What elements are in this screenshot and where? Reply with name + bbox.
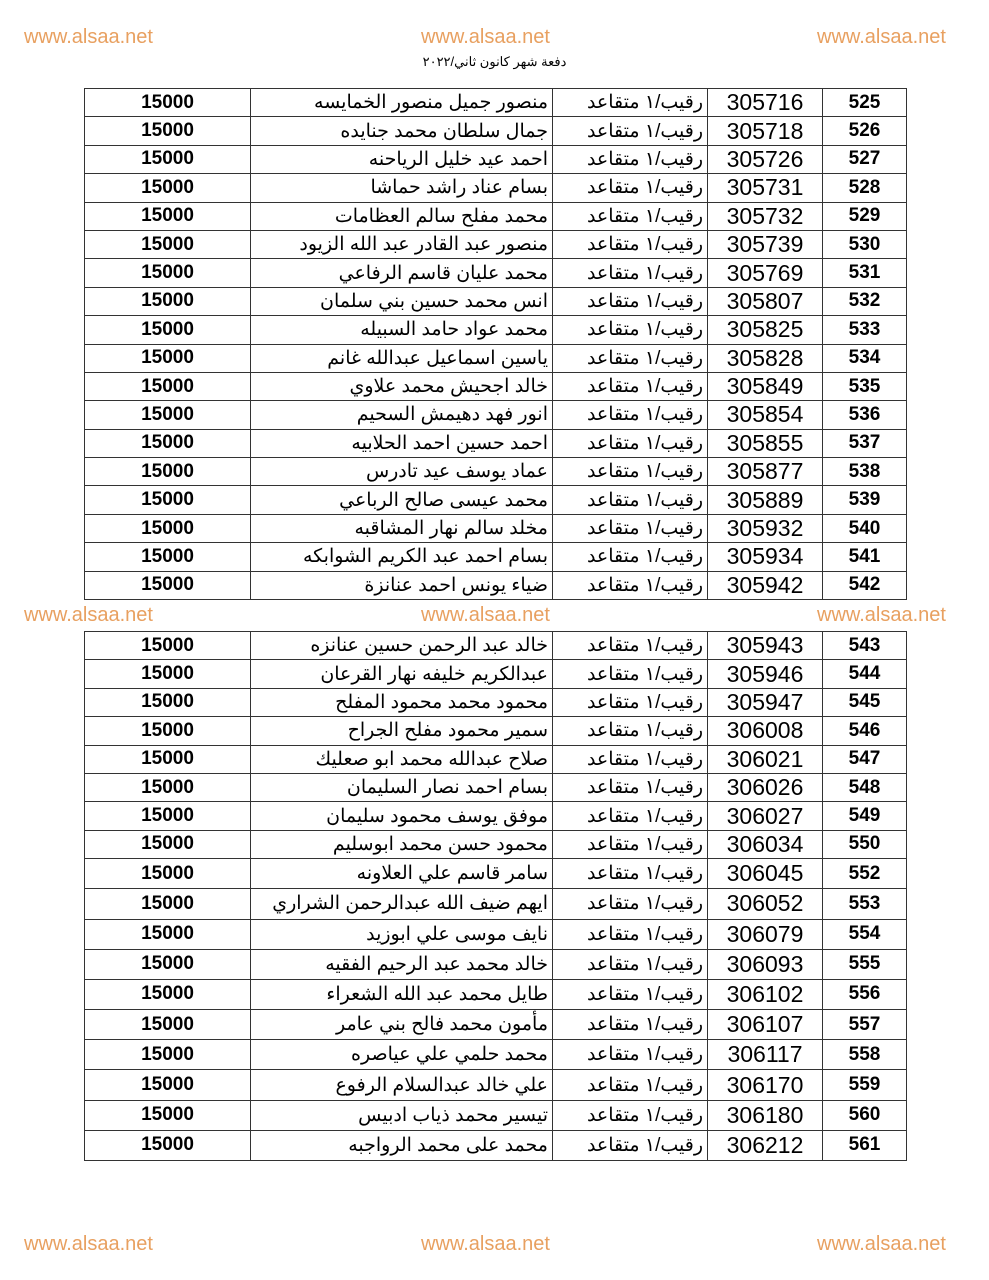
amount-cell: 15000 [85,259,251,287]
table-row [85,117,907,145]
table-row [85,89,907,117]
amount-cell: 15000 [85,174,251,202]
watermark: www.alsaa.net [24,1233,153,1255]
serial-cell: 525 [823,89,907,117]
id-cell: 305849 [708,372,823,400]
amount-cell: 15000 [85,89,251,117]
serial-cell: 530 [823,230,907,258]
serial-cell: 546 [823,717,907,745]
id-cell: 305947 [708,688,823,716]
amount-cell: 15000 [85,773,251,801]
amount-cell: 15000 [85,1070,251,1100]
amount-cell: 15000 [85,145,251,173]
table-row [85,429,907,457]
serial-cell: 539 [823,486,907,514]
name-cell: محمد عليان قاسم الرفاعي [251,259,553,287]
table-row [85,919,907,949]
rank-cell: رقيب/١ متقاعد [553,429,708,457]
id-cell: 306079 [708,919,823,949]
rank-cell: رقيب/١ متقاعد [553,344,708,372]
table-row [85,717,907,745]
name-cell: محمود حسن محمد ابوسليم [251,830,553,858]
table-row [85,1130,907,1160]
table-row [85,543,907,571]
amount-cell: 15000 [85,117,251,145]
name-cell: محمد حلمي علي عياصره [251,1040,553,1070]
table-row [85,660,907,688]
serial-cell: 556 [823,979,907,1009]
serial-cell: 541 [823,543,907,571]
rank-cell: رقيب/١ متقاعد [553,372,708,400]
amount-cell: 15000 [85,514,251,542]
table-row [85,979,907,1009]
id-cell: 305825 [708,316,823,344]
subtitle-text: دفعة شهر كانون ثاني/٢٠٢٢ [422,54,567,69]
amount-cell: 15000 [85,830,251,858]
serial-cell: 547 [823,745,907,773]
name-cell: سمير محمود مفلح الجراح [251,717,553,745]
rank-cell: رقيب/١ متقاعد [553,316,708,344]
payment-table-continued [84,631,907,1161]
id-cell: 305889 [708,486,823,514]
serial-cell: 540 [823,514,907,542]
table-row [85,514,907,542]
id-cell: 306027 [708,802,823,830]
table-row [85,486,907,514]
id-cell: 306102 [708,979,823,1009]
table-row [85,632,907,660]
name-cell: عماد يوسف عيد تادرس [251,458,553,486]
serial-cell: 527 [823,145,907,173]
amount-cell: 15000 [85,429,251,457]
name-cell: محمد مفلح سالم العظامات [251,202,553,230]
amount-cell: 15000 [85,344,251,372]
rank-cell: رقيب/١ متقاعد [553,949,708,979]
id-cell: 305716 [708,89,823,117]
serial-cell: 559 [823,1070,907,1100]
name-cell: سامر قاسم علي العلاونه [251,859,553,889]
serial-cell: 528 [823,174,907,202]
amount-cell: 15000 [85,486,251,514]
amount-cell: 15000 [85,949,251,979]
rank-cell: رقيب/١ متقاعد [553,1040,708,1070]
amount-cell: 15000 [85,802,251,830]
name-cell: بسام احمد عبد الكريم الشوابكه [251,543,553,571]
rank-cell: رقيب/١ متقاعد [553,202,708,230]
serial-cell: 533 [823,316,907,344]
serial-cell: 538 [823,458,907,486]
amount-cell: 15000 [85,1040,251,1070]
id-cell: 305934 [708,543,823,571]
name-cell: جمال سلطان محمد جنايده [251,117,553,145]
id-cell: 305932 [708,514,823,542]
serial-cell: 535 [823,372,907,400]
id-cell: 306170 [708,1070,823,1100]
rank-cell: رقيب/١ متقاعد [553,859,708,889]
table-row [85,688,907,716]
amount-cell: 15000 [85,571,251,599]
id-cell: 306052 [708,889,823,919]
table-row [85,1040,907,1070]
serial-cell: 561 [823,1130,907,1160]
id-cell: 306045 [708,859,823,889]
name-cell: محمود محمد محمود المفلح [251,688,553,716]
id-cell: 306212 [708,1130,823,1160]
id-cell: 305726 [708,145,823,173]
rank-cell: رقيب/١ متقاعد [553,117,708,145]
name-cell: محمد عيسى صالح الرباعي [251,486,553,514]
serial-cell: 554 [823,919,907,949]
serial-cell: 532 [823,287,907,315]
payment-table [84,88,907,600]
table-row [85,571,907,599]
amount-cell: 15000 [85,1130,251,1160]
id-cell: 305828 [708,344,823,372]
serial-cell: 543 [823,632,907,660]
serial-cell: 560 [823,1100,907,1130]
id-cell: 306107 [708,1010,823,1040]
rank-cell: رقيب/١ متقاعد [553,571,708,599]
name-cell: محمد على محمد الرواجبه [251,1130,553,1160]
amount-cell: 15000 [85,372,251,400]
amount-cell: 15000 [85,401,251,429]
watermark: www.alsaa.net [817,26,946,48]
amount-cell: 15000 [85,1100,251,1130]
amount-cell: 15000 [85,979,251,1009]
serial-cell: 558 [823,1040,907,1070]
id-cell: 305854 [708,401,823,429]
amount-cell: 15000 [85,632,251,660]
name-cell: نايف موسى علي ابوزيد [251,919,553,949]
name-cell: علي خالد عبدالسلام الرفوع [251,1070,553,1100]
name-cell: انور فهد دهيمش السحيم [251,401,553,429]
name-cell: بسام عناد راشد حماشا [251,174,553,202]
name-cell: مأمون محمد فالح بني عامر [251,1010,553,1040]
serial-cell: 529 [823,202,907,230]
amount-cell: 15000 [85,919,251,949]
amount-cell: 15000 [85,287,251,315]
serial-cell: 536 [823,401,907,429]
watermark: www.alsaa.net [817,1233,946,1255]
serial-cell: 531 [823,259,907,287]
name-cell: طايل محمد عبد الله الشعراء [251,979,553,1009]
id-cell: 305855 [708,429,823,457]
watermark-band [0,604,989,627]
amount-cell: 15000 [85,688,251,716]
rank-cell: رقيب/١ متقاعد [553,717,708,745]
serial-cell: 550 [823,830,907,858]
serial-cell: 526 [823,117,907,145]
rank-cell: رقيب/١ متقاعد [553,543,708,571]
table-row [85,458,907,486]
name-cell: احمد حسين احمد الحلابيه [251,429,553,457]
name-cell: بسام احمد نصار السليمان [251,773,553,801]
amount-cell: 15000 [85,717,251,745]
rank-cell: رقيب/١ متقاعد [553,688,708,716]
watermark: www.alsaa.net [421,26,550,48]
table-row [85,401,907,429]
name-cell: مخلد سالم نهار المشاقبه [251,514,553,542]
name-cell: خالد اجحيش محمد علاوي [251,372,553,400]
table-row [85,949,907,979]
id-cell: 305731 [708,174,823,202]
table-row [85,830,907,858]
watermark: www.alsaa.net [24,604,153,626]
rank-cell: رقيب/١ متقاعد [553,660,708,688]
rank-cell: رقيب/١ متقاعد [553,1100,708,1130]
name-cell: خالد عبد الرحمن حسين عنانزه [251,632,553,660]
name-cell: موفق يوسف محمود سليمان [251,802,553,830]
table-row [85,344,907,372]
name-cell: خالد محمد عبد الرحيم الفقيه [251,949,553,979]
serial-cell: 534 [823,344,907,372]
rank-cell: رقيب/١ متقاعد [553,773,708,801]
table-row [85,316,907,344]
rank-cell: رقيب/١ متقاعد [553,174,708,202]
name-cell: صلاح عبدالله محمد ابو صعليك [251,745,553,773]
table-row [85,259,907,287]
amount-cell: 15000 [85,745,251,773]
watermark: www.alsaa.net [817,604,946,626]
serial-cell: 552 [823,859,907,889]
serial-cell: 545 [823,688,907,716]
amount-cell: 15000 [85,230,251,258]
table-row [85,745,907,773]
rank-cell: رقيب/١ متقاعد [553,89,708,117]
table-row [85,230,907,258]
amount-cell: 15000 [85,660,251,688]
table-row [85,174,907,202]
name-cell: منصور عبد القادر عبد الله الزيود [251,230,553,258]
id-cell: 305877 [708,458,823,486]
id-cell: 305718 [708,117,823,145]
name-cell: احمد عيد خليل الرياحنه [251,145,553,173]
id-cell: 306008 [708,717,823,745]
rank-cell: رقيب/١ متقاعد [553,830,708,858]
table-row [85,1100,907,1130]
id-cell: 305942 [708,571,823,599]
rank-cell: رقيب/١ متقاعد [553,145,708,173]
id-cell: 305769 [708,259,823,287]
name-cell: ياسين اسماعيل عبدالله غانم [251,344,553,372]
id-cell: 305732 [708,202,823,230]
rank-cell: رقيب/١ متقاعد [553,458,708,486]
name-cell: ضياء يونس احمد عنانزة [251,571,553,599]
watermark: www.alsaa.net [421,604,550,626]
table-row [85,889,907,919]
rank-cell: رقيب/١ متقاعد [553,401,708,429]
watermark: www.alsaa.net [421,1233,550,1255]
id-cell: 306026 [708,773,823,801]
table-row [85,202,907,230]
watermark: www.alsaa.net [24,26,153,48]
amount-cell: 15000 [85,889,251,919]
serial-cell: 557 [823,1010,907,1040]
serial-cell: 544 [823,660,907,688]
rank-cell: رقيب/١ متقاعد [553,1070,708,1100]
id-cell: 306034 [708,830,823,858]
table-row [85,859,907,889]
amount-cell: 15000 [85,543,251,571]
rank-cell: رقيب/١ متقاعد [553,486,708,514]
serial-cell: 553 [823,889,907,919]
document-subtitle [0,54,989,70]
rank-cell: رقيب/١ متقاعد [553,745,708,773]
table-row [85,802,907,830]
rank-cell: رقيب/١ متقاعد [553,919,708,949]
amount-cell: 15000 [85,458,251,486]
id-cell: 306180 [708,1100,823,1130]
name-cell: عبدالكريم خليفه نهار القرعان [251,660,553,688]
rank-cell: رقيب/١ متقاعد [553,259,708,287]
name-cell: منصور جميل منصور الخمايسه [251,89,553,117]
amount-cell: 15000 [85,1010,251,1040]
amount-cell: 15000 [85,859,251,889]
name-cell: ايهم ضيف الله عبدالرحمن الشراري [251,889,553,919]
id-cell: 306093 [708,949,823,979]
amount-cell: 15000 [85,316,251,344]
rank-cell: رقيب/١ متقاعد [553,632,708,660]
serial-cell: 542 [823,571,907,599]
rank-cell: رقيب/١ متقاعد [553,1010,708,1040]
name-cell: محمد عواد حامد السبيله [251,316,553,344]
table-row [85,1010,907,1040]
table-row [85,773,907,801]
name-cell: تيسير محمد ذياب ادبيس [251,1100,553,1130]
name-cell: انس محمد حسين بني سلمان [251,287,553,315]
table-row [85,372,907,400]
rank-cell: رقيب/١ متقاعد [553,802,708,830]
serial-cell: 549 [823,802,907,830]
table-row [85,145,907,173]
serial-cell: 537 [823,429,907,457]
rank-cell: رقيب/١ متقاعد [553,287,708,315]
rank-cell: رقيب/١ متقاعد [553,1130,708,1160]
id-cell: 305943 [708,632,823,660]
table-row [85,1070,907,1100]
serial-cell: 548 [823,773,907,801]
serial-cell: 555 [823,949,907,979]
rank-cell: رقيب/١ متقاعد [553,230,708,258]
amount-cell: 15000 [85,202,251,230]
id-cell: 305946 [708,660,823,688]
id-cell: 305739 [708,230,823,258]
rank-cell: رقيب/١ متقاعد [553,979,708,1009]
id-cell: 306117 [708,1040,823,1070]
rank-cell: رقيب/١ متقاعد [553,889,708,919]
id-cell: 306021 [708,745,823,773]
id-cell: 305807 [708,287,823,315]
rank-cell: رقيب/١ متقاعد [553,514,708,542]
table-row [85,287,907,315]
